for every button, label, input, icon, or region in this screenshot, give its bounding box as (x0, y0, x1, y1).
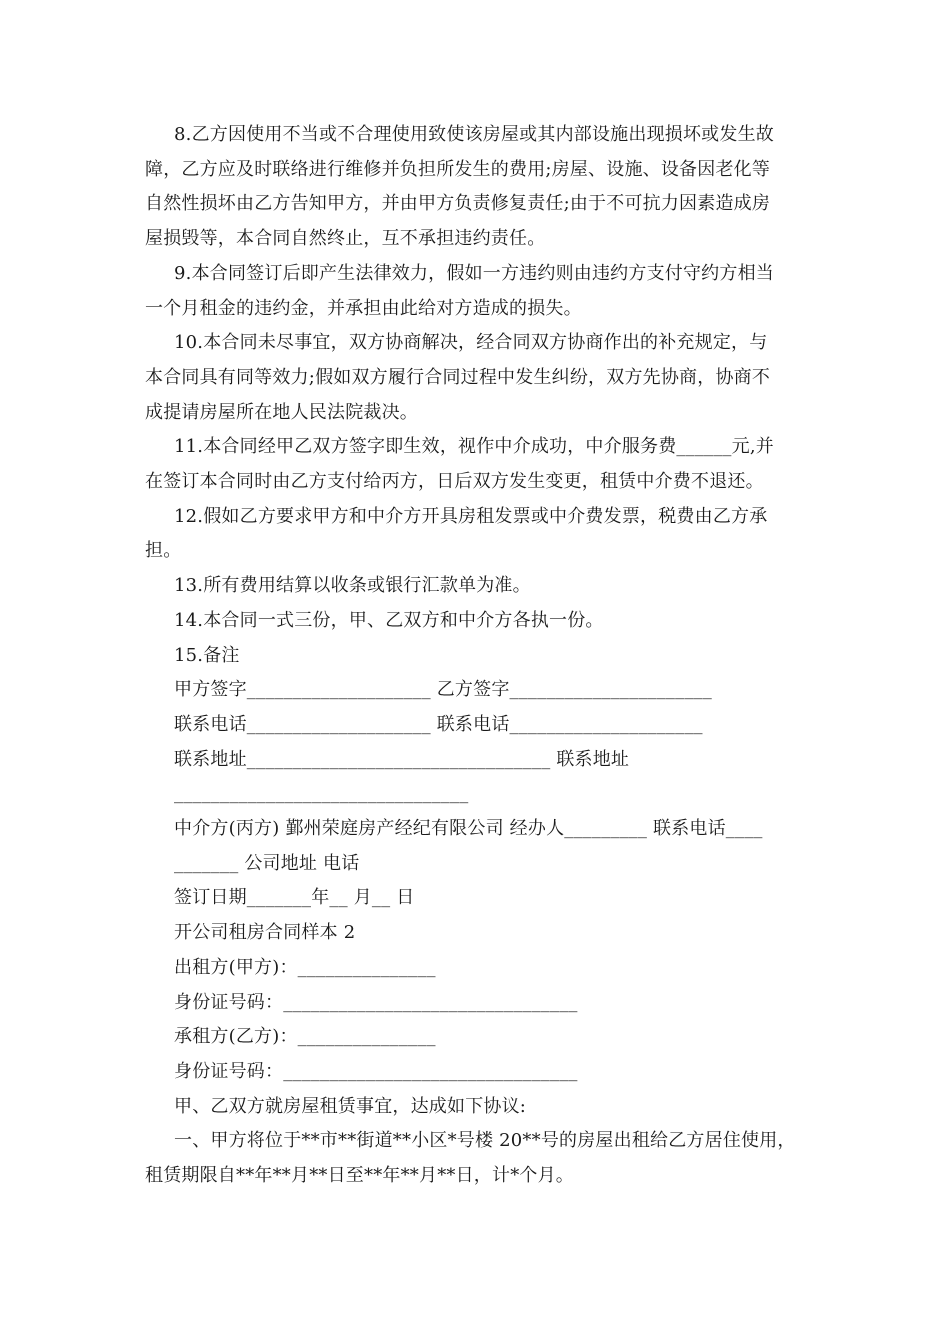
agency-line: 中介方(丙方) 鄞州荣庭房产经纪有限公司 经办人_________ 联系电话____ (174, 818, 763, 840)
agency-line: _______ 公司地址 电话 (174, 852, 360, 874)
text-line: 一、甲方将位于**市**街道**小区*号楼 20**号的房屋出租给乙方居住使用， (174, 1130, 796, 1152)
text-line: 15.备注 (174, 644, 240, 666)
text-line: 甲、乙双方就房屋租赁事宜，达成如下协议: (174, 1095, 527, 1117)
text-line: 8.乙方因使用不当或不合理使用致使该房屋或其内部设施出现损坏或发生故 (174, 124, 774, 145)
signature-line: 联系地址_________________________________ 联系地址 (174, 748, 630, 770)
text-line: 担。 (145, 540, 182, 562)
signature-line: 甲方签字____________________ 乙方签字______________________ (174, 679, 712, 701)
signature-line: ________________________________ (174, 783, 469, 805)
text-line: 10.本合同未尽事宜，双方协商解决，经合同双方协商作出的补充规定，与 (174, 332, 768, 354)
text-line: 14.本合同一式三份，甲、乙双方和中介方各执一份。 (174, 609, 604, 631)
form-line: 身份证号码：________________________________ (174, 991, 578, 1013)
text-line: 一个月租金的违约金，并承担由此给对方造成的损失。 (145, 297, 582, 319)
text-line: 自然性损坏由乙方告知甲方，并由甲方负责修复责任;由于不可抗力因素造成房 (145, 193, 771, 215)
text-line: 在签订本合同时由乙方支付给丙方，日后双方发生变更，租赁中介费不退还。 (145, 471, 764, 493)
text-line: 成提请房屋所在地人民法院裁决。 (145, 401, 418, 423)
document-body (145, 118, 815, 1194)
form-line: 承租方(乙方)：_______________ (174, 1026, 436, 1048)
text-line: 12.假如乙方要求甲方和中介方开具房租发票或中介费发票，税费由乙方承 (174, 505, 768, 527)
text-line: 屋损毁等，本合同自然终止，互不承担违约责任。 (145, 228, 546, 250)
text-line: 租赁期限自**年**月**日至**年**月**日，计*个月。 (145, 1165, 574, 1187)
form-line: 出租方(甲方)：_______________ (174, 956, 436, 978)
text-line: 11.本合同经甲乙双方签字即生效，视作中介成功，中介服务费______元,并 (174, 436, 774, 458)
text-line: 障，乙方应及时联络进行维修并负担所发生的费用;房屋、设施、设备因老化等 (145, 158, 771, 180)
section-title: 开公司租房合同样本 2 (174, 922, 356, 944)
date-line: 签订日期_______年__ 月__ 日 (174, 887, 415, 909)
text-line: 本合同具有同等效力;假如双方履行合同过程中发生纠纷，双方先协商，协商不 (145, 366, 771, 388)
text-line: 13.所有费用结算以收条或银行汇款单为准。 (174, 575, 531, 597)
text-line: 9.本合同签订后即产生法律效力，假如一方违约则由违约方支付守约方相当 (174, 262, 774, 284)
signature-line: 联系电话____________________ 联系电话_____________________ (174, 713, 703, 735)
form-line: 身份证号码：________________________________ (174, 1060, 578, 1082)
